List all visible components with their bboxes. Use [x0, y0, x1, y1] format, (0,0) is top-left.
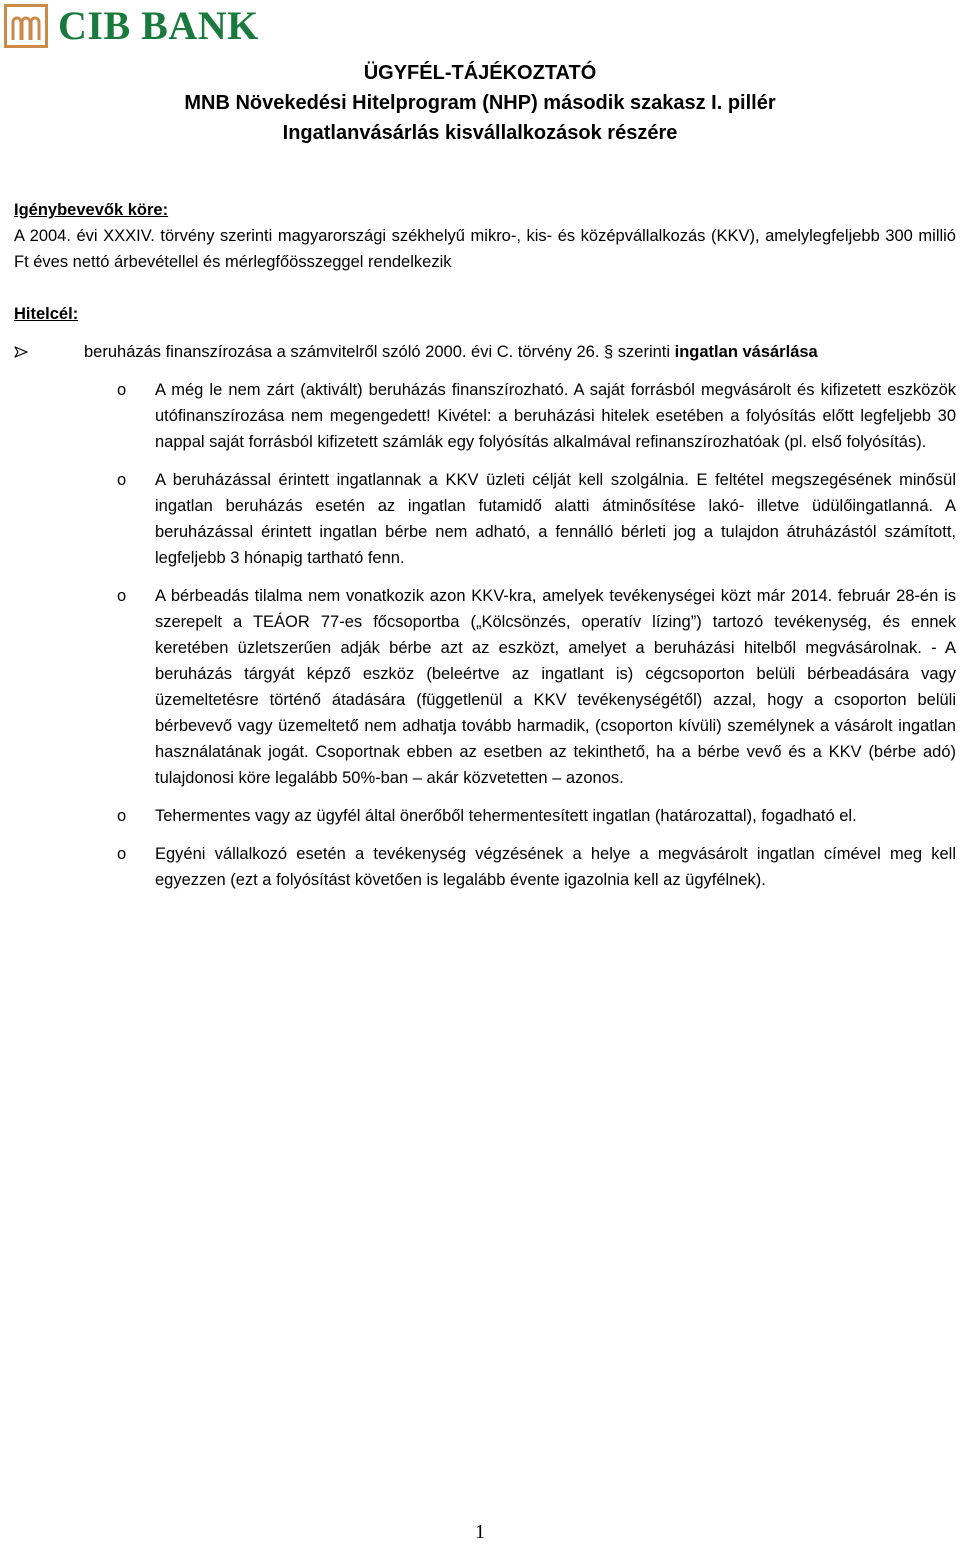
circle-bullet-icon: o [117, 471, 127, 489]
list-item [14, 583, 956, 791]
section-label-igenybevevok: Igénybevevők köre: [14, 201, 169, 219]
circle-bullet-icon: o [117, 807, 127, 825]
page-number: 1 [475, 1521, 485, 1543]
title-line-1: ÜGYFÉL-TÁJÉKOZTATÓ [363, 62, 597, 84]
list-item-text: Tehermentes vagy az ügyfél által önerőből tehermentesített ingatlan (határozattal), fogadható el. [155, 807, 857, 825]
list-item-text: A még le nem zárt (aktivált) beruházás finanszírozható. A saját forrásból megvásárolt és kifizetett eszközök utófinanszírozása nem megengedett! Kivétel: a beruházási hitelek esetében a folyósítás előtt legfeljebb 30 nappal saját forrásból kifizetett számlák egy folyósítás alkalmával refinanszírozhatóak (pl. első folyósítás). [155, 381, 956, 451]
list-item-text: Egyéni vállalkozó esetén a tevékenység végzésének a helye a megvásárolt ingatlan címével meg kell egyezzen (ezt a folyósítást követően is legalább évente igazolnia kell az ügyfélnek). [155, 845, 956, 889]
hitelcel-purpose [14, 339, 956, 365]
circle-bullet-icon: o [117, 381, 127, 399]
list-item [14, 377, 956, 455]
section-label-hitelcel: Hitelcél: [14, 305, 79, 323]
bank-name: CIB BANK [58, 3, 259, 48]
hitelcel-purpose-emphasis: ingatlan vásárlása [674, 343, 818, 361]
document-body [14, 197, 956, 905]
hitelcel-purpose-text: beruházás finanszírozása a számvitelről szóló 2000. évi C. törvény 26. § szerinti [84, 343, 671, 361]
list-item [14, 803, 956, 829]
conditions-list [14, 377, 956, 893]
bank-logo [4, 2, 259, 50]
cib-arch-logo-icon [4, 4, 48, 48]
arrow-bullet-icon [14, 346, 28, 358]
circle-bullet-icon: o [117, 845, 127, 863]
list-item-text: A bérbeadás tilalma nem vonatkozik azon KKV-kra, amelyek tevékenységei közt már 2014. február 28-én is szerepelt a TEÁOR 77-es főcsoportba („Kölcsönzés, operatív lízing”) tartozó tevékenység, és ennek keretében üzletszerűen adják bérbe azt az eszközt, amelyet a beruházási hitelből megvásárolnak. - A beruházás tárgyát képző eszköz (beleértve az ingatlant is) cégcsoporton belüli bérbeadására vagy üzemeltetésre történő átadására (függetlenül a KKV tevékenységétől) azzal, hogy a csoporton belüli bérbevevő vagy üzemeltető nem adhatja tovább harmadik, (csoporton kívüli) személynek a vásárolt ingatlan használatának jogát. Csoportnak ebben az esetben az tekinthető, ha a bérbe vevő és a KKV (bérbe adó) tulajdonosi köre legalább 50%-ban – akár közvetetten – azonos. [155, 587, 956, 787]
circle-bullet-icon: o [117, 587, 127, 605]
list-item [14, 841, 956, 893]
list-item [14, 467, 956, 571]
title-line-2: MNB Növekedési Hitelprogram (NHP) második szakasz I. pillér [184, 92, 776, 114]
igenybevevok-text: A 2004. évi XXXIV. törvény szerinti magyarországi székhelyű mikro-, kis- és középvállalkozás (KKV), amelylegfeljebb 300 millió Ft éves nettó árbevétellel és mérlegfőösszeggel rendelkezik [14, 227, 956, 271]
document-title [0, 58, 960, 148]
list-item-text: A beruházással érintett ingatlannak a KKV üzleti célját kell szolgálnia. E feltétel megszegésének minősül ingatlan beruházás esetén az ingatlan futamidő alatti átminősítése lakó- illetve üdülőingatlanná. A beruházással érintett ingatlan bérbe nem adható, a fennálló bérleti jog a tulajdon átruházástól számított, legfeljebb 3 hónapig tartható fenn. [155, 471, 956, 567]
title-line-3: Ingatlanvásárlás kisvállalkozások részére [282, 122, 678, 144]
